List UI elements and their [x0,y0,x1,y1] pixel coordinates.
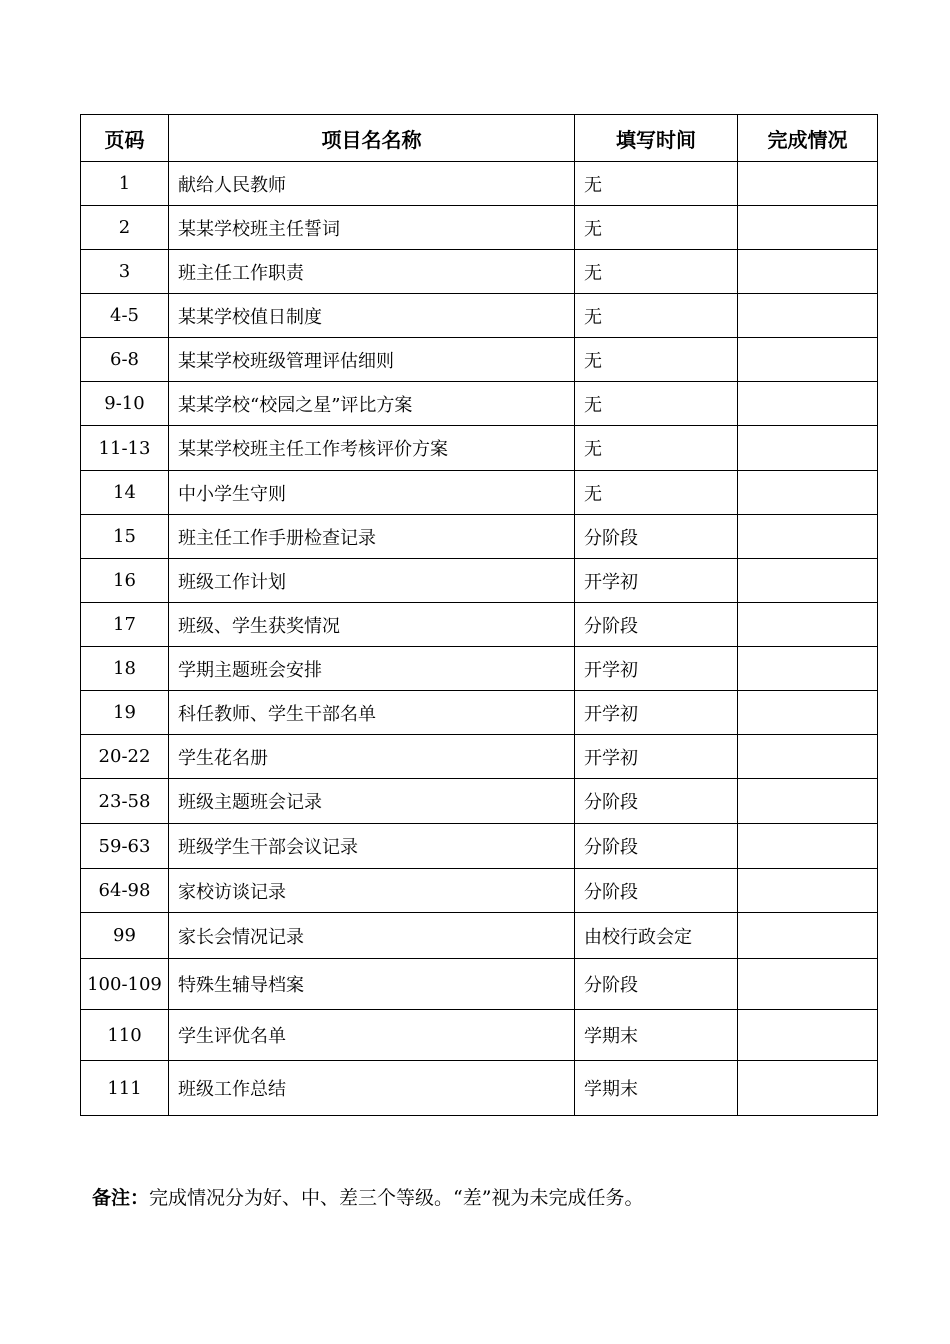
time-cell: 分阶段 [575,779,738,824]
page-cell: 2 [81,206,169,250]
status-cell [738,779,878,824]
page-cell: 9-10 [81,382,169,426]
name-cell: 家长会情况记录 [169,913,575,959]
page-cell: 1 [81,162,169,206]
status-cell [738,603,878,647]
contents-table [80,114,878,1116]
name-cell: 学生评优名单 [169,1010,575,1061]
time-cell: 无 [575,250,738,294]
time-cell: 开学初 [575,647,738,691]
status-cell [738,869,878,913]
name-cell: 班级工作总结 [169,1061,575,1116]
table-row [81,471,878,515]
table-row [81,162,878,206]
time-cell: 学期末 [575,1061,738,1116]
page-cell: 20-22 [81,735,169,779]
table-row [81,1010,878,1061]
header-page: 页码 [81,115,169,162]
time-cell: 无 [575,382,738,426]
page-cell: 14 [81,471,169,515]
remark-text: 完成情况分为好、中、差三个等级。“差”视为未完成任务。 [149,1187,644,1209]
name-cell: 班级主题班会记录 [169,779,575,824]
status-cell [738,162,878,206]
time-cell: 无 [575,206,738,250]
page-cell: 99 [81,913,169,959]
table-row [81,691,878,735]
time-cell: 学期末 [575,1010,738,1061]
page-cell: 64-98 [81,869,169,913]
time-cell: 分阶段 [575,603,738,647]
status-cell [738,647,878,691]
page-cell: 4-5 [81,294,169,338]
time-cell: 无 [575,471,738,515]
name-cell: 某某学校班主任誓词 [169,206,575,250]
page-cell: 23-58 [81,779,169,824]
name-cell: 某某学校值日制度 [169,294,575,338]
table-row [81,603,878,647]
status-cell [738,382,878,426]
name-cell: 某某学校班主任工作考核评价方案 [169,426,575,471]
table-row [81,913,878,959]
status-cell [738,250,878,294]
table-row [81,382,878,426]
status-cell [738,338,878,382]
table-row [81,647,878,691]
page-cell: 11-13 [81,426,169,471]
status-cell [738,559,878,603]
status-cell [738,294,878,338]
table-row [81,338,878,382]
table-row [81,559,878,603]
table-row [81,824,878,869]
name-cell: 班主任工作手册检查记录 [169,515,575,559]
name-cell: 班级学生干部会议记录 [169,824,575,869]
page-cell: 18 [81,647,169,691]
header-time: 填写时间 [575,115,738,162]
time-cell: 分阶段 [575,515,738,559]
name-cell: 学生花名册 [169,735,575,779]
table-row [81,206,878,250]
name-cell: 某某学校班级管理评估细则 [169,338,575,382]
time-cell: 分阶段 [575,824,738,869]
name-cell: 中小学生守则 [169,471,575,515]
name-cell: 班主任工作职责 [169,250,575,294]
page-cell: 19 [81,691,169,735]
table-body [81,162,878,1116]
name-cell: 特殊生辅导档案 [169,959,575,1010]
remark [92,1183,643,1210]
table-row [81,779,878,824]
name-cell: 学期主题班会安排 [169,647,575,691]
page-cell: 17 [81,603,169,647]
time-cell: 无 [575,294,738,338]
status-cell [738,691,878,735]
status-cell [738,1061,878,1116]
status-cell [738,913,878,959]
page-cell: 100-109 [81,959,169,1010]
time-cell: 无 [575,338,738,382]
page-cell: 59-63 [81,824,169,869]
status-cell [738,206,878,250]
table-row [81,294,878,338]
table-row [81,1061,878,1116]
page-cell: 110 [81,1010,169,1061]
status-cell [738,959,878,1010]
name-cell: 某某学校“校园之星”评比方案 [169,382,575,426]
header-row [81,115,878,162]
name-cell: 家校访谈记录 [169,869,575,913]
time-cell: 分阶段 [575,959,738,1010]
time-cell: 由校行政会定 [575,913,738,959]
table-row [81,735,878,779]
table-row [81,426,878,471]
status-cell [738,515,878,559]
page-cell: 3 [81,250,169,294]
status-cell [738,471,878,515]
name-cell: 献给人民教师 [169,162,575,206]
page-cell: 16 [81,559,169,603]
table-row [81,250,878,294]
time-cell: 开学初 [575,559,738,603]
remark-label: 备注： [92,1187,150,1209]
table-row [81,515,878,559]
time-cell: 分阶段 [575,869,738,913]
status-cell [738,735,878,779]
header-status: 完成情况 [738,115,878,162]
status-cell [738,824,878,869]
table-row [81,959,878,1010]
name-cell: 科任教师、学生干部名单 [169,691,575,735]
status-cell [738,426,878,471]
page-cell: 15 [81,515,169,559]
time-cell: 开学初 [575,691,738,735]
time-cell: 开学初 [575,735,738,779]
name-cell: 班级工作计划 [169,559,575,603]
page-cell: 111 [81,1061,169,1116]
header-name: 项目名名称 [169,115,575,162]
name-cell: 班级、学生获奖情况 [169,603,575,647]
table-row [81,869,878,913]
time-cell: 无 [575,426,738,471]
time-cell: 无 [575,162,738,206]
status-cell [738,1010,878,1061]
page-cell: 6-8 [81,338,169,382]
